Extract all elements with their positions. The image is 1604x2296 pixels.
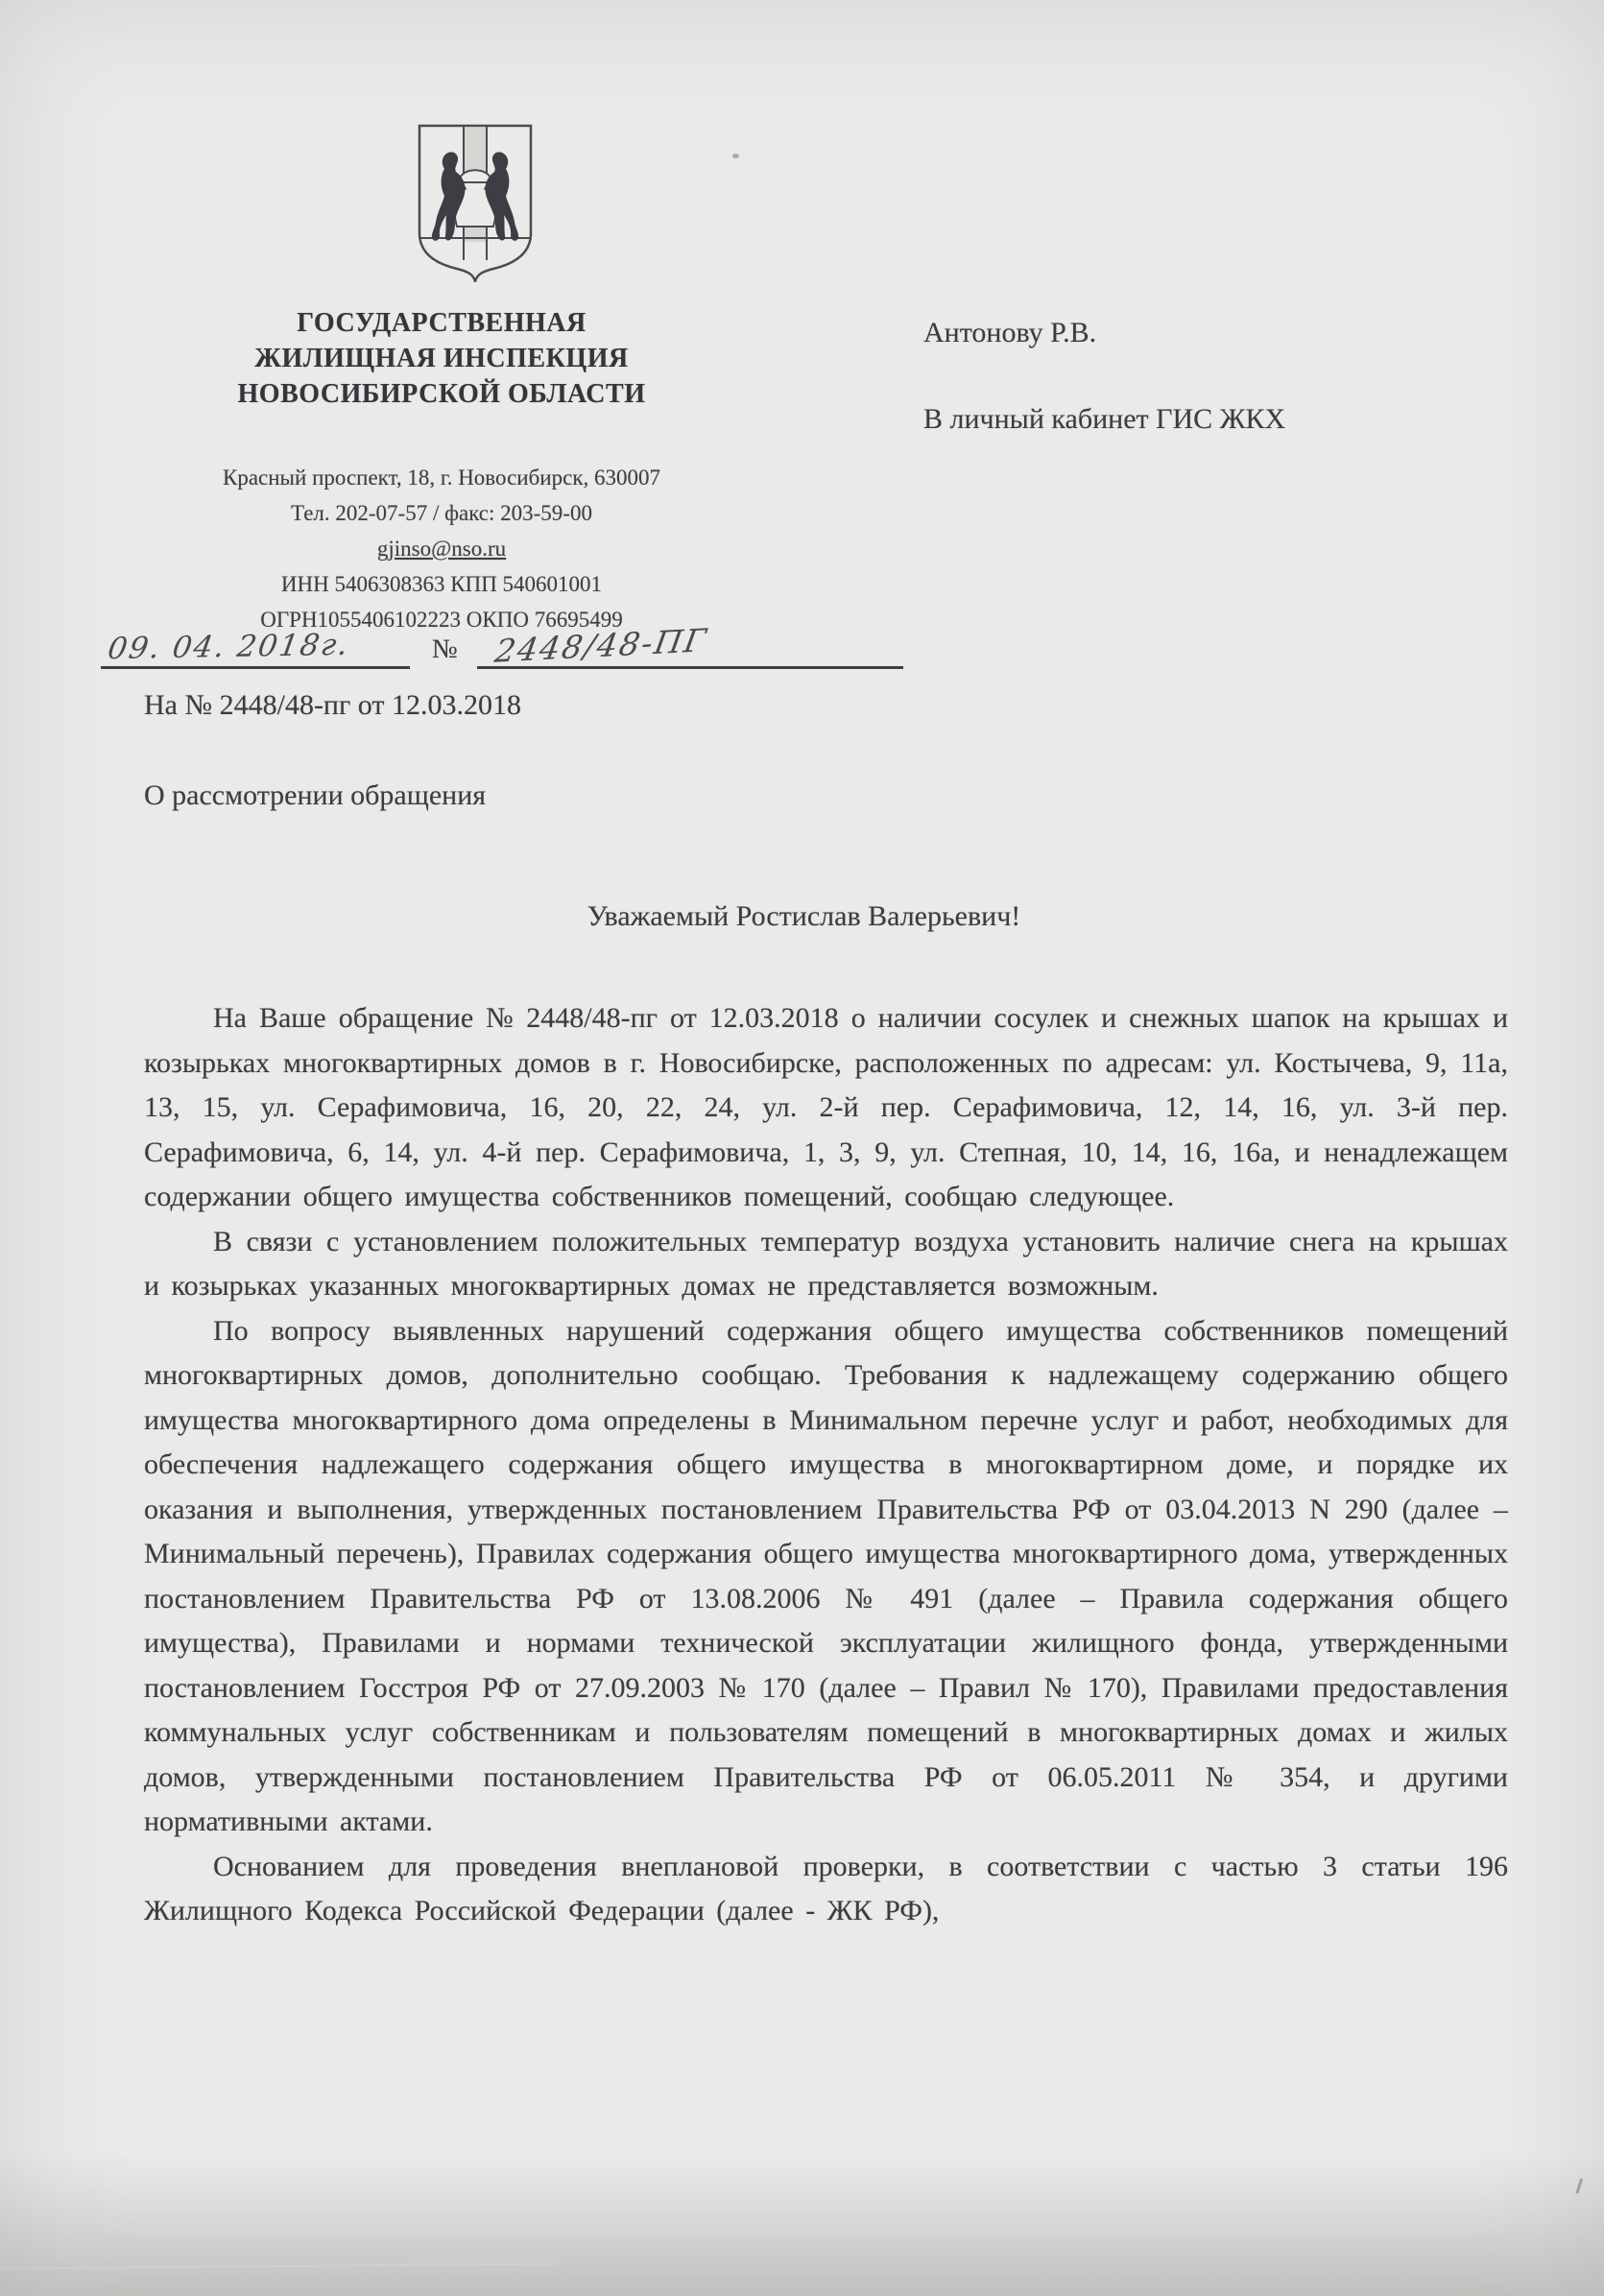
addressee-delivery: В личный кабинет ГИС ЖКХ xyxy=(923,403,1286,435)
outgoing-ref-row xyxy=(101,619,898,675)
scan-speck xyxy=(732,154,739,158)
org-ogrn-okpo: ОГРН1055406102223 ОКПО 76695499 xyxy=(260,608,623,632)
scan-bottom-shadow xyxy=(0,2152,1604,2296)
reply-reference: На № 2448/48-пг от 12.03.2018 xyxy=(144,689,522,721)
letter-body xyxy=(144,996,1508,1934)
org-name-block xyxy=(115,305,768,412)
scan-artifact-line xyxy=(0,2262,557,2269)
coat-of-arms-icon xyxy=(413,121,538,282)
body-paragraph: Основанием для проведения внеплановой проверки, в соответствии с частью 3 статьи 196 Жилищного Кодекса Российской Федерации (далее - ЖК РФ), xyxy=(144,1850,1508,1926)
org-email: gjinso@nso.ru xyxy=(376,537,507,561)
subject-line: О рассмотрении обращения xyxy=(144,779,487,811)
outgoing-date-handwritten: 09. 04. 2018г. xyxy=(105,627,352,667)
body-paragraph: По вопросу выявленных нарушений содержания общего имущества собственников помещений многоквартирных домов, дополнительно сообщаю. Требования к надлежащему содержанию общего имущества многоквартирного дома определены в Минимальном перечне услуг и работ, необходимых для обеспечения надлежащего содержания общего имущества в многоквартирном доме, и порядке их оказания и выполнения, утвержденных постановлением Правительства РФ от 03.04.2013 N 290 (далее – Минимальный перечень), Правилах содержания общего имущества многоквартирного дома, утвержденных постановлением Правительства РФ от 13.08.2006 № 491 (далее – Правила содержания общего имущества), Правилами и нормами технической эксплуатации жилищного фонда, утвержденными постановлением Госстроя РФ от 27.09.2003 № 170 (далее – Правил № 170), Правилами предоставления коммунальных услуг собственникам и пользователям помещений в многоквартирных домах и жилых домов, утвержденными постановлением Правительства РФ от 06.05.2011 № 354, и другими нормативными актами. xyxy=(144,1314,1508,1837)
org-inn-kpp: ИНН 5406308363 КПП 540601001 xyxy=(280,572,603,596)
org-phone: Тел. 202-07-57 / факс: 203-59-00 xyxy=(291,501,592,525)
outgoing-number-handwritten: 2448/48-ПГ xyxy=(491,621,711,670)
outgoing-number-underline xyxy=(477,621,903,670)
scan-tick-mark xyxy=(1567,2175,1583,2193)
outgoing-date-underline xyxy=(101,627,410,669)
org-contact-block xyxy=(115,460,768,637)
org-name-line: НОВОСИБИРСКОЙ ОБЛАСТИ xyxy=(237,379,646,409)
addressee-name: Антонову Р.В. xyxy=(923,317,1097,348)
org-address: Красный проспект, 18, г. Новосибирск, 630007 xyxy=(222,466,660,490)
body-paragraph: В связи с установлением положительных температур воздуха установить наличие снега на крышах и козырьках указанных многоквартирных домах не представляется возможным. xyxy=(144,1225,1508,1302)
org-name-line: ЖИЛИЩНАЯ ИНСПЕКЦИЯ xyxy=(254,344,629,373)
salutation: Уважаемый Ростислав Валерьевич! xyxy=(587,900,1021,932)
body-paragraph: На Ваше обращение № 2448/48-пг от 12.03.2018 о наличии сосулек и снежных шапок на крышах и козырьках многоквартирных домов в г. Новосибирске, расположенных по адресам: ул. Костычева, 9, 11а, 13, 15, ул. Серафимовича, 16, 20, 22, 24, ул. 2-й пер. Серафимовича, 12, 14, 16, ул. 3-й пер. Серафимовича, 6, 14, ул. 4-й пер. Серафимовича, 1, 3, 9, ул. Степная, 10, 14, 16, 16а, и ненадлежащем содержании общего имущества собственников помещений, сообщаю следующее. xyxy=(144,1002,1508,1212)
number-sign: № xyxy=(432,634,458,664)
org-name-line: ГОСУДАРСТВЕННАЯ xyxy=(297,308,587,338)
addressee-block xyxy=(923,317,1285,436)
